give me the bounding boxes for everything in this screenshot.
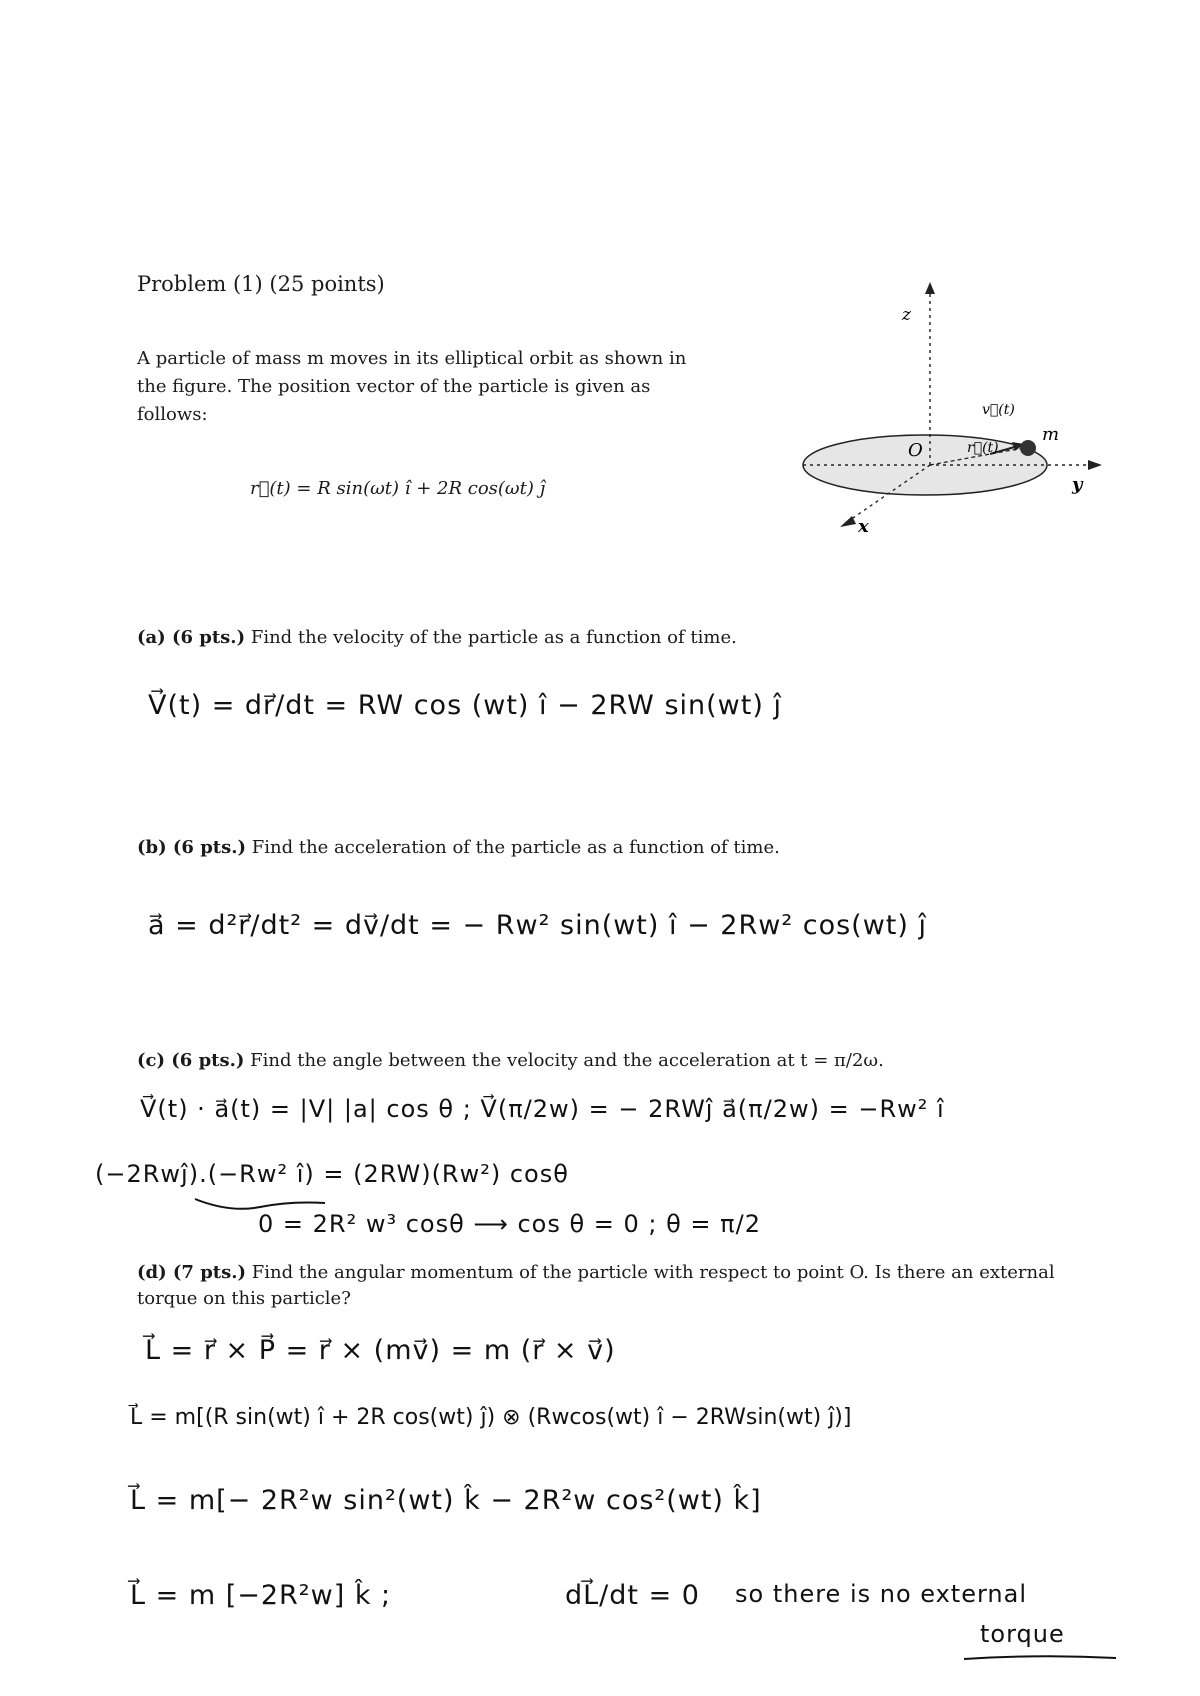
answer-c-line-3: 0 = 2R² w³ cosθ ⟶ cos θ = 0 ; θ = π/2 (258, 1210, 761, 1238)
question-d-label: (d) (7 pts.) (137, 1262, 247, 1283)
position-formula: r⃗(t) = R sin(ωt) î + 2R cos(ωt) ĵ (250, 478, 546, 499)
torque-underline (960, 1652, 1120, 1664)
origin-label: O (908, 440, 923, 461)
answer-d-line-1: L⃗ = r⃗ × P⃗ = r⃗ × (mv⃗) = m (r⃗ × v⃗) (145, 1335, 616, 1366)
problem-title: Problem (1) (25 points) (137, 272, 385, 296)
answer-c-line-2: (−2Rwĵ).(−Rw² î) = (2RW)(Rw²) cosθ (95, 1160, 569, 1188)
answer-c-line-1: V⃗(t) · a⃗(t) = |V| |a| cos θ ; V⃗(π/2w) = − 2RWĵ a⃗(π/2w) = −Rw² î (140, 1095, 945, 1123)
answer-b-line-1: a⃗ = d²r⃗/dt² = dv⃗/dt = − Rw² sin(wt) î − 2Rw² cos(wt) ĵ (148, 910, 927, 941)
y-axis-arrow-icon (1088, 460, 1102, 470)
question-c (137, 1048, 884, 1074)
question-a (137, 625, 737, 651)
answer-d-line-7: torque (980, 1620, 1065, 1648)
question-b (137, 835, 780, 861)
question-b-text: Find the acceleration of the particle as a function of time. (251, 837, 780, 858)
question-a-label: (a) (6 pts.) (137, 627, 246, 648)
answer-a-line-1: V⃗(t) = dr⃗/dt = RW cos (wt) î − 2RW sin(wt) ĵ (148, 690, 782, 721)
answer-d-line-6: so there is no external (735, 1580, 1028, 1608)
velocity-label: v⃗(t) (982, 402, 1015, 418)
particle-mass (1020, 440, 1036, 456)
question-c-text: Find the angle between the velocity and the acceleration at t = π/2ω. (250, 1050, 884, 1071)
mass-label: m (1042, 424, 1060, 445)
y-axis-label: y (1072, 474, 1083, 495)
problem-intro: A particle of mass m moves in its elliptical orbit as shown in the figure. The position vector of the particle is given as follows: (137, 348, 687, 425)
answer-d-line-5: dL⃗/dt = 0 (565, 1580, 700, 1611)
answer-d-line-3: L⃗ = m[− 2R²w sin²(wt) k̂ − 2R²w cos²(wt) k̂] (130, 1485, 762, 1516)
question-b-label: (b) (6 pts.) (137, 837, 247, 858)
question-d (137, 1260, 1067, 1312)
question-c-label: (c) (6 pts.) (137, 1050, 245, 1071)
position-label: r⃗(t) (967, 440, 999, 456)
z-axis-arrow-icon (925, 282, 935, 294)
answer-d-line-2: L⃗ = m[(R sin(wt) î + 2R cos(wt) ĵ) ⊗ (Rwcos(wt) î − 2RWsin(wt) ĵ)] (130, 1405, 852, 1430)
orbit-figure (790, 280, 1120, 550)
question-d-text: Find the angular momentum of the particle with respect to point O. Is there an external torque on this particle? (137, 1262, 1055, 1309)
answer-d-line-4: L⃗ = m [−2R²w] k̂ ; (130, 1580, 392, 1611)
z-axis-label: z (902, 305, 911, 325)
question-a-text: Find the velocity of the particle as a function of time. (250, 627, 737, 648)
x-axis-label: x (858, 516, 869, 537)
